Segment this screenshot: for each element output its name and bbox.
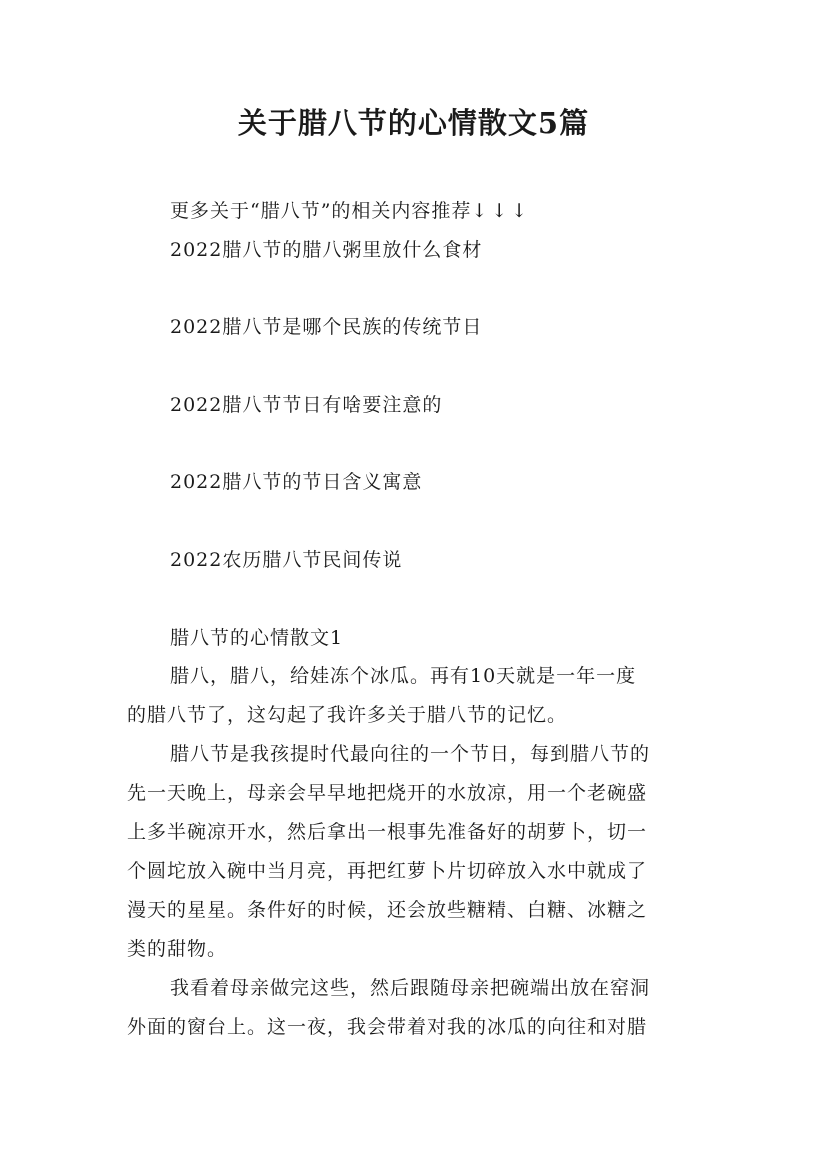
recommend-lead-line <box>170 196 531 226</box>
paragraph-line: 上多半碗凉开水，然后拿出一根事先准备好的胡萝卜，切一 <box>127 821 648 843</box>
section-heading: 腊八节的心情散文1 <box>170 627 344 649</box>
recommend-link-1[interactable]: 2022腊八节的腊八粥里放什么食材 <box>170 239 483 261</box>
paragraph-3 <box>127 969 702 1047</box>
paragraph-line: 个圆坨放入碗中当月亮，再把红萝卜片切碎放入水中就成了 <box>127 860 648 882</box>
paragraph-line: 的腊八节了，这勾起了我许多关于腊八节的记忆。 <box>127 704 568 726</box>
paragraph-1 <box>127 657 702 735</box>
down-arrows-icon: ↓↓↓ <box>471 200 532 222</box>
recommend-link-4[interactable]: 2022腊八节的节日含义寓意 <box>170 471 423 493</box>
paragraph-line: 腊八，腊八，给娃冻个冰瓜。再有10天就是一年一度 <box>170 665 637 687</box>
paragraph-line: 类的甜物。 <box>127 938 228 960</box>
document-title: 关于腊八节的心情散文5篇 <box>237 106 590 140</box>
paragraph-line: 我看着母亲做完这些，然后跟随母亲把碗端出放在窑洞 <box>170 977 651 999</box>
paragraph-line: 漫天的星星。条件好的时候，还会放些糖精、白糖、冰糖之 <box>127 899 648 921</box>
recommend-link-5[interactable]: 2022农历腊八节民间传说 <box>170 549 403 571</box>
recommend-lead: 更多关于“腊八节”的相关内容推荐 <box>170 200 472 222</box>
paragraph-line: 外面的窗台上。这一夜，我会带着对我的冰瓜的向往和对腊 <box>127 1016 648 1038</box>
paragraph-line: 腊八节是我孩提时代最向往的一个节日，每到腊八节的 <box>170 743 651 765</box>
recommend-link-3[interactable]: 2022腊八节节日有啥要注意的 <box>170 394 443 416</box>
paragraph-line: 先一天晚上，母亲会早早地把烧开的水放凉，用一个老碗盛 <box>127 782 648 804</box>
paragraph-2 <box>127 735 702 969</box>
recommend-link-2[interactable]: 2022腊八节是哪个民族的传统节日 <box>170 316 483 338</box>
